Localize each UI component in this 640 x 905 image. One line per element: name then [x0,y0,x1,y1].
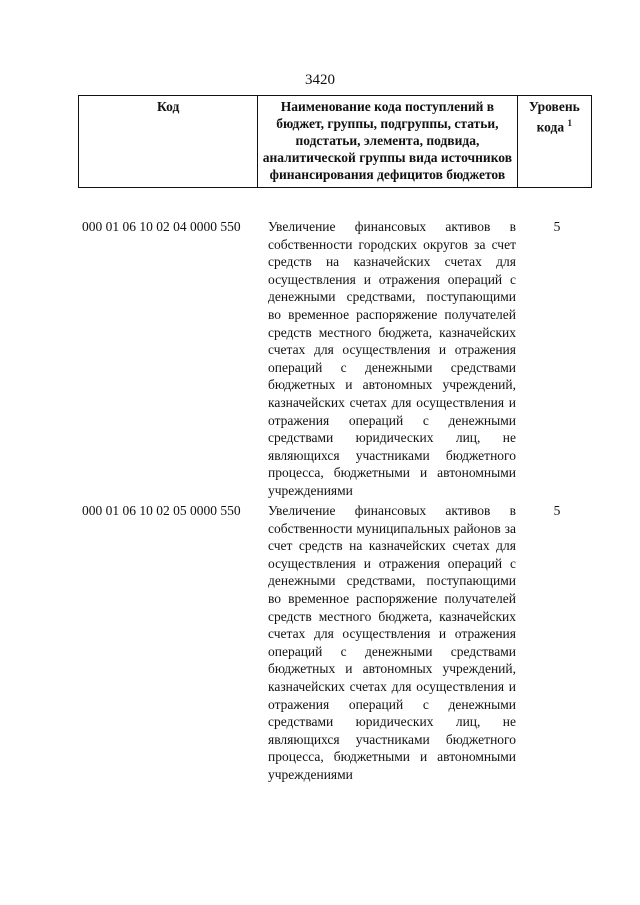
row-level: 5 [553,219,561,234]
table-header [78,95,592,188]
row-code: 000 01 06 10 02 05 0000 550 [82,503,241,518]
column-header-level [517,96,591,188]
footnote-marker: 1 [567,118,572,128]
column-header-name: Наименование кода поступлений в бюджет, группы, подгруппы, статьи, подстатьи, элемента, подвида, аналитической группы вида источников финансирования дефицитов бюджетов [258,96,517,188]
page-number: 3420 [305,72,335,88]
row-name: Увеличение финансовых активов в собственности муниципальных районов за счет средств на казначейских счетах для осуществления и отражения операций с денежными средствами, поступающими во временное распоряжение получателей средств местного бюджета, казначейских счетах для осуществления и отражения операций с денежными средствами бюджетных и автономных учреждений, казначейских счетах для осуществления и отражения операций с денежными средствами юридических лиц, не являющихся участниками бюджетного процесса, бюджетными и автономными учреждениями [268,503,516,782]
row-level: 5 [553,503,561,518]
column-header-level-label: Уровень кода [528,99,580,135]
column-header-code: Код [79,96,258,188]
row-code: 000 01 06 10 02 04 0000 550 [82,219,241,234]
table-header-row [79,96,592,188]
row-name: Увеличение финансовых активов в собственности городских округов за счет средств на казначейских счетах для осуществления и отражения операций с денежными средствами, поступающими во временное распоряжение получателей средств местного бюджета, казначейских счетах для осуществления и отражения операций с денежными средствами бюджетных и автономных учреждений, казначейских счетах для осуществления и отражения операций с денежными средствами юридических лиц, не являющихся участниками бюджетного процесса, бюджетными и автономными учреждениями [268,219,516,498]
